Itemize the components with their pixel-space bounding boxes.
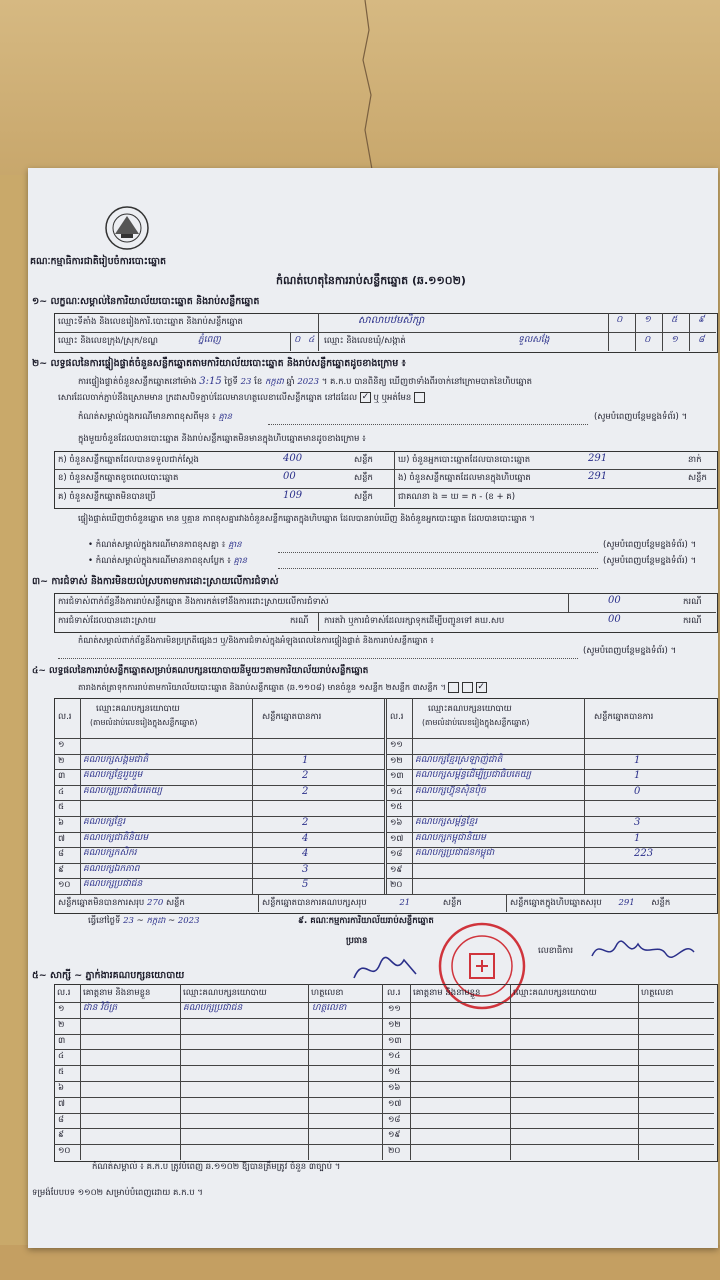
row-number: ៨ <box>58 1114 65 1125</box>
received-ballots-label: ក) ចំនួនសន្លឹកឆ្នោតដែលបានទទួលជាក់ស្តែង <box>58 455 199 465</box>
section4-heading: ៤~ លទ្ធផលនៃការរាប់សន្លឹកឆ្នោតសម្រាប់គណបក្សនយោបាយនីមួយៗតាមការិយាល័យរាប់សន្លឹកឆ្នោត <box>32 666 369 676</box>
header-divider <box>384 1002 714 1003</box>
witness-col-sign: ហត្ថលេខា <box>311 988 344 998</box>
row-divider <box>54 1081 384 1082</box>
row-number: ១៩ <box>388 1130 401 1141</box>
row-number: ៨ <box>58 849 65 860</box>
discrepancy-check-text: ផ្ទៀងផ្ទាត់ឃើញថាចំនួនឆ្នោត មាន ឬគ្មាន ភាពខុសគ្នារវាងចំនួនសន្លឹកឆ្នោតក្នុងហិបឆ្នោត ដែលបានរាប់ឃើញ និងចំនួនអ្នកបោះឆ្នោត ដែលបានបោះឆ្នោត ។ <box>78 513 535 523</box>
location-code-digit: ១ <box>644 315 651 325</box>
row-divider <box>384 1097 714 1098</box>
column-header-party-sub: (តាមលំដាប់លេខរៀងក្នុងសន្លឹកឆ្នោត) <box>90 718 198 727</box>
seal-note-line: កំណត់សម្គាល់ក្នុងករណីមានភាពខុសពីមុន ៖ គ្មាន <box>78 412 233 422</box>
location-code-digit: ០ <box>616 315 623 325</box>
invalid-total-line: សន្លឹកឆ្នោតមិនបានការសរុប 270 សន្លឹក <box>58 898 185 908</box>
column-divider <box>412 698 413 894</box>
row-number: ៥ <box>58 1067 65 1078</box>
party-votes: 3 <box>634 817 641 828</box>
column-divider <box>510 984 511 1160</box>
row-number: ១៣ <box>388 1035 402 1046</box>
seal-check-line: សោរដែលចាក់ភ្ជាប់នឹងស្រោមមាន ក្រដាសបិទភ្ជាប់ដែលមានហត្ថលេខាលើសន្លឹកឆ្នោត នៅដដែល ✓ ឬ ឬអត់មែន <box>58 392 425 403</box>
party-votes: 0 <box>634 785 641 797</box>
secretary-signature-icon <box>588 936 698 966</box>
row-divider <box>54 800 384 801</box>
row-number: ១១ <box>390 740 403 750</box>
unit-label: សន្លឹក <box>354 473 373 483</box>
party-name: គណបក្សប្រជាជនកម្ពុជា <box>415 848 495 859</box>
unit-label: ករណី <box>290 616 309 626</box>
witness-signature: ហត្ថលេខា <box>312 1003 347 1013</box>
two-sheets-checkbox[interactable] <box>462 682 473 693</box>
column-header-no: ល.រ <box>58 712 72 722</box>
committee-label: ៩. គណៈកម្មការការិយាល័យរាប់សន្លឹកឆ្នោត <box>298 916 434 926</box>
irregularities-note: កំណត់សម្គាល់ពាក់ព័ន្ធនឹងការមិនប្រក្រតីផ្សេងៗ ឬ/និងការជំទាស់ក្នុងអំឡុងពេលនៃការផ្ទៀងផ្ទាត់ និងការរាប់សន្លឹកឆ្នោត ៖ <box>78 635 434 645</box>
invalid-total-value: 270 <box>147 898 164 908</box>
party-name: គណបក្សជាតិនិយម <box>83 832 149 843</box>
objections-value: 00 <box>608 595 621 606</box>
row-number: ១៦ <box>390 818 403 828</box>
formula-label: ជាគណនា ង = ឃ = ក - (ខ + គ) <box>398 492 516 502</box>
row-number: ៩ <box>58 1130 65 1141</box>
witness-col-sign: ហត្ថលេខា <box>641 988 674 998</box>
chair-signature-icon <box>350 948 420 988</box>
section5-heading: ៥~ សាក្សី ~ ភ្នាក់ងារគណបក្សនយោបាយ <box>32 970 185 981</box>
wall-background-bottom <box>0 1245 720 1280</box>
party-name: គណបក្សសម្ព័ន្ធដើម្បីប្រជាធិបតេយ្យ <box>415 770 531 781</box>
row-number: ១៦ <box>388 1083 401 1093</box>
commune-code-digit: ០ <box>644 335 651 345</box>
commune-value: ទួលសង្កែ <box>518 335 550 345</box>
row-number: ៦ <box>58 818 65 828</box>
row-divider <box>54 1065 384 1066</box>
row-divider <box>54 1128 384 1129</box>
row-number: ១០ <box>58 1146 71 1157</box>
party-name: គណបក្សសម្ព័ន្ធខ្មែរ <box>415 817 478 827</box>
valid-total-line: សន្លឹកឆ្នោតបានការគណបក្សសរុប 21 សន្លឹក <box>262 898 462 908</box>
row-number: ១២ <box>390 755 403 766</box>
election-form-sheet <box>28 168 718 1248</box>
row-number: ១៨ <box>388 1114 401 1125</box>
box-total-line: សន្លឹកឆ្នោតក្នុងហិបឆ្នោតសរុប 291 សន្លឹក <box>510 898 671 908</box>
row-number: ៧ <box>58 833 65 844</box>
location-code-digit: ៥ <box>671 315 678 325</box>
tally-sheet-line: តារាងកត់ត្រាទុកការរាប់តាមការិយាល័យបោះឆ្នោត និងរាប់សន្លឹកឆ្នោត (ឆ.១១០៨) មានចំនួន ១សន្លឹក ២សន្លឹក ៣សន្លឹក ។ ✓ <box>78 682 485 692</box>
unit-label: ករណី <box>683 616 702 626</box>
row-divider <box>54 1034 384 1035</box>
party-name: គណបក្សខ្មែររួបរួម <box>83 770 143 781</box>
row-divider <box>54 1018 384 1019</box>
column-divider <box>382 984 383 1160</box>
section2-heading: ២~ លទ្ធផលនៃការផ្ទៀងផ្ទាត់ចំនួនសន្លឹកឆ្នោតតាមការិយាល័យបោះឆ្នោត និងរាប់សន្លឹកឆ្នោតដូចខាងក្រោម ៖ <box>32 358 406 369</box>
row-number: ៤ <box>58 1051 65 1062</box>
party-name: គណបក្សឯកភាព <box>83 863 140 874</box>
voters-label: ឃ) ចំនួនអ្នកបោះឆ្នោតដែលបានបោះឆ្នោត <box>398 455 531 465</box>
voters-value: 291 <box>588 453 608 464</box>
row-divider <box>384 1049 714 1050</box>
witness-col-name: គោត្តនាម និងនាមខ្លួន <box>83 988 151 998</box>
party-votes: 2 <box>302 770 309 782</box>
column-divider <box>410 984 411 1160</box>
commune-code-digit: ៨ <box>698 335 705 345</box>
objections-label: ការជំទាស់ពាក់ព័ន្ធនឹងការរាប់សន្លឹកឆ្នោត និងការកត់ទៅនឹងការដោះស្រាយលើការជំទាស់ <box>58 597 329 607</box>
witness-col-party: ឈ្មោះគណបក្សនយោបាយ <box>183 988 267 998</box>
row-divider <box>386 800 716 801</box>
row-number: ១២ <box>388 1019 401 1030</box>
row-number: ២០ <box>390 880 403 891</box>
box-ballots-value: 291 <box>588 471 608 482</box>
party-votes: 2 <box>302 817 309 828</box>
row-number: ៣ <box>58 771 66 782</box>
column-header-party-sub: (តាមលំដាប់លេខរៀងក្នុងសន្លឹកឆ្នោត) <box>422 718 530 727</box>
party-votes: 2 <box>302 785 309 797</box>
unit-label: នាក់ <box>688 455 702 465</box>
witness-col-party: ឈ្មោះគណបក្សនយោបាយ <box>513 988 597 998</box>
row-number: ២០ <box>388 1146 401 1157</box>
row-number: ៥ <box>58 802 65 813</box>
chair-label: ប្រធាន <box>346 936 368 946</box>
commune-code-digit: ១ <box>671 335 678 345</box>
spoiled-ballots-value: 00 <box>283 471 296 482</box>
row-number: ១៤ <box>388 1051 401 1062</box>
row-number: ១ <box>58 740 65 750</box>
resolved-objections-label: ការជំទាស់ដែលបានដោះស្រាយ <box>58 616 156 626</box>
row-divider <box>54 1097 384 1098</box>
party-votes: 3 <box>302 863 309 875</box>
form-code: ទម្រង់បែបបទ ១១០២ សម្រាប់បំពេញដោយ គ.ក.ប ។ <box>32 1188 203 1198</box>
valid-total-value: 21 <box>399 898 411 908</box>
row-number: ១១ <box>388 1004 401 1014</box>
unit-label: សន្លឹក <box>354 492 373 502</box>
bullet2-hint: (សូមបំពេញបន្ថែមខ្នងទំព័រ) ។ <box>603 556 697 566</box>
results-intro: ក្នុងមួយចំនួនដែលបានបោះឆ្នោត និងរាប់សន្លឹកឆ្នោតមិនមានក្នុងហិបឆ្នោតមានដូចខាងក្រោម ៖ <box>78 434 366 444</box>
form-title: កំណត់ហេតុនៃការរាប់សន្លឹកឆ្នោត (ឆ.១១០២) <box>276 274 466 287</box>
organization-name: គណៈកម្មាធិការជាតិរៀបចំការបោះឆ្នោត <box>30 256 167 267</box>
witness-col-no: ល.រ <box>57 988 71 998</box>
party-votes: 1 <box>634 770 641 782</box>
witness-col-no: ល.រ <box>387 988 401 998</box>
row-number: ៦ <box>58 1083 65 1093</box>
witness-name: ជាន វិចិត្រ <box>83 1003 118 1013</box>
column-header-votes: សន្លឹកឆ្នោតបានការ <box>262 712 322 722</box>
column-divider <box>252 698 253 894</box>
row-number: ១០ <box>58 880 71 891</box>
party-votes: 4 <box>302 832 309 844</box>
header-divider <box>54 738 384 739</box>
row-divider <box>386 878 716 879</box>
row-number: ១៥ <box>390 802 403 813</box>
signing-date-line: ធ្វើនៅថ្ងៃទី 23 ~ កក្កដា ~ 2023 <box>88 916 200 926</box>
row-number: ៤ <box>58 786 65 797</box>
received-ballots-value: 400 <box>283 453 303 464</box>
row-number: ១៣ <box>390 771 404 782</box>
row-number: ១៧ <box>390 833 404 844</box>
party-votes: 1 <box>302 754 309 766</box>
row-divider <box>384 1113 714 1114</box>
column-header-votes: សន្លឹកឆ្នោតបានការ <box>594 712 654 722</box>
witness-col-name: គោត្តនាម និងនាមខ្លួន <box>413 988 481 998</box>
seal-no-checkbox[interactable] <box>414 392 425 403</box>
row-divider <box>54 1049 384 1050</box>
party-votes: 1 <box>634 832 641 844</box>
witness-party: គណបក្សប្រជាជន <box>183 1003 243 1013</box>
row-number: ៧ <box>58 1098 65 1109</box>
bullet1-line: • កំណត់សម្គាល់ក្នុងករណីមានភាពខុសគ្នា ៖ គ្មាន <box>88 540 242 550</box>
district-value: ភ្នំពេញ <box>198 335 221 345</box>
row-divider <box>384 1144 714 1145</box>
location-value: សាលាបឋមសិក្សា <box>358 315 425 326</box>
commune-label: ឈ្មោះ និងលេខឃុំ/សង្កាត់ <box>324 336 406 346</box>
row-number: ១៥ <box>388 1067 401 1078</box>
party-name: គណបក្សកសិករ <box>83 848 137 859</box>
location-code-digit: ៩ <box>698 315 705 325</box>
wall-crack <box>345 0 385 175</box>
row-number: ២ <box>58 755 65 766</box>
party-name: គណបក្សកម្ពុជានិយម <box>415 832 486 843</box>
column-divider <box>638 984 639 1160</box>
row-number: ១៤ <box>390 786 403 797</box>
row-number: ១៨ <box>390 849 403 860</box>
column-header-party: ឈ្មោះគណបក្សនយោបាយ <box>96 704 180 714</box>
bullet2-line: • កំណត់សម្គាល់ក្នុងករណីមានភាពខុសប្លែក ៖ គ្មាន <box>88 556 248 566</box>
footer-note: កំណត់សម្គាល់ ៖ គ.ក.ប ត្រូវបំពេញ ឆ.១១០២ ឱ្យបានត្រឹមត្រូវ ចំនួន ៣ច្បាប់ ។ <box>92 1162 341 1172</box>
column-divider <box>80 698 81 894</box>
unit-label: សន្លឹក <box>688 473 707 483</box>
column-divider <box>584 698 585 894</box>
witness-table <box>54 984 718 1162</box>
party-votes: 4 <box>302 848 309 860</box>
unused-ballots-value: 109 <box>283 490 303 501</box>
row-divider <box>384 1034 714 1035</box>
box-total-value: 291 <box>618 898 635 908</box>
row-number: ៣ <box>58 1035 66 1046</box>
party-votes: 5 <box>302 879 309 891</box>
row-divider <box>384 1081 714 1082</box>
nec-emblem-icon <box>100 204 154 252</box>
column-divider <box>80 984 81 1160</box>
unit-label: សន្លឹក <box>354 455 373 465</box>
one-sheet-checkbox[interactable] <box>448 682 459 693</box>
section1-heading: ១~ លក្ខណៈសម្គាល់នៃការិយាល័យបោះឆ្នោត និងរាប់សន្លឹកឆ្នោត <box>32 296 260 307</box>
party-name: គណបក្សហ៊្វុនស៊ិនប៉ិច <box>415 785 486 796</box>
district-code-digit: ៤ <box>308 335 315 345</box>
column-header-no: ល.រ <box>390 712 404 722</box>
party-name: គណបក្សខ្មែរ <box>83 817 126 827</box>
row-number: ១៩ <box>390 864 403 875</box>
column-header-party: ឈ្មោះគណបក្សនយោបាយ <box>428 704 512 714</box>
box-ballots-label: ង) ចំនួនសន្លឹកឆ្នោតដែលមានក្នុងហិបឆ្នោត <box>398 473 531 483</box>
row-divider <box>386 863 716 864</box>
row-divider <box>384 1018 714 1019</box>
verification-time-line: ការផ្ទៀងផ្ទាត់ចំនួនសន្លឹកឆ្នោតនៅម៉ោង 3:15 ថ្ងៃទី 23 ខែ កក្កដា ឆ្នាំ 2023 ។ គ.ក.ប បានពិនិត្យ ឃើញថាទាំងពីរចាក់នៅក្រោមបាតនៃហិបឆ្នោត <box>78 376 533 387</box>
party-name: គណបក្សសង្គមជាតិ <box>83 754 149 765</box>
forwarded-objections-label: ការតវ៉ា ឬការជំទាស់ដែលរក្សាទុកដើម្បីបញ្ជូនទៅ គឃ.សប <box>324 616 505 626</box>
column-divider <box>180 984 181 1160</box>
party-name: គណបក្សប្រជាធិបតេយ្យ <box>83 785 163 796</box>
unit-label: ករណី <box>683 597 702 607</box>
unused-ballots-label: គ) ចំនួនសន្លឹកឆ្នោតមិនបានប្រើ <box>58 492 156 502</box>
party-name: គណបក្សប្រជាជន <box>83 879 143 890</box>
irregularities-hint: (សូមបំពេញបន្ថែមខ្នងទំព័រ) ។ <box>583 646 677 656</box>
secretary-label: លេខាធិការ <box>538 946 574 956</box>
party-votes: 223 <box>634 848 654 860</box>
district-label: ឈ្មោះ និងលេខក្រុង/ស្រុក/ខណ្ឌ <box>58 336 159 346</box>
spoiled-ballots-label: ខ) ចំនួនសន្លឹកឆ្នោតខូចពេលបោះឆ្នោត <box>58 473 179 483</box>
section3-heading: ៣~ ការជំទាស់ និងការមិនយល់ស្របតាមការដោះស្រាយលើការជំទាស់ <box>32 576 279 587</box>
row-number: ១៧ <box>388 1098 402 1109</box>
row-divider <box>384 1065 714 1066</box>
three-sheets-checkbox[interactable]: ✓ <box>477 682 485 692</box>
location-label: ឈ្មោះទីតាំង និងលេខរៀងការិ.បោះឆ្នោត និងរាប់សន្លឹកឆ្នោត <box>58 317 243 327</box>
header-divider <box>386 738 716 739</box>
row-number: ១ <box>58 1004 65 1014</box>
row-number: ៩ <box>58 864 65 875</box>
row-divider <box>384 1128 714 1129</box>
party-votes: 1 <box>634 754 641 766</box>
forwarded-objections-value: 00 <box>608 614 621 625</box>
bullet1-hint: (សូមបំពេញបន្ថែមខ្នងទំព័រ) ។ <box>603 540 697 550</box>
seal-note-hint: (សូមបំពេញបន្ថែមខ្នងទំព័រ) ។ <box>594 412 688 422</box>
party-name: គណបក្សខ្មែរស្រឡាញ់ជាតិ <box>415 754 503 765</box>
row-divider <box>54 1144 384 1145</box>
seal-yes-checkbox[interactable]: ✓ <box>361 392 370 402</box>
row-divider <box>54 1113 384 1114</box>
column-divider <box>308 984 309 1160</box>
row-number: ២ <box>58 1019 65 1030</box>
district-code-digit: ០ <box>294 335 301 345</box>
